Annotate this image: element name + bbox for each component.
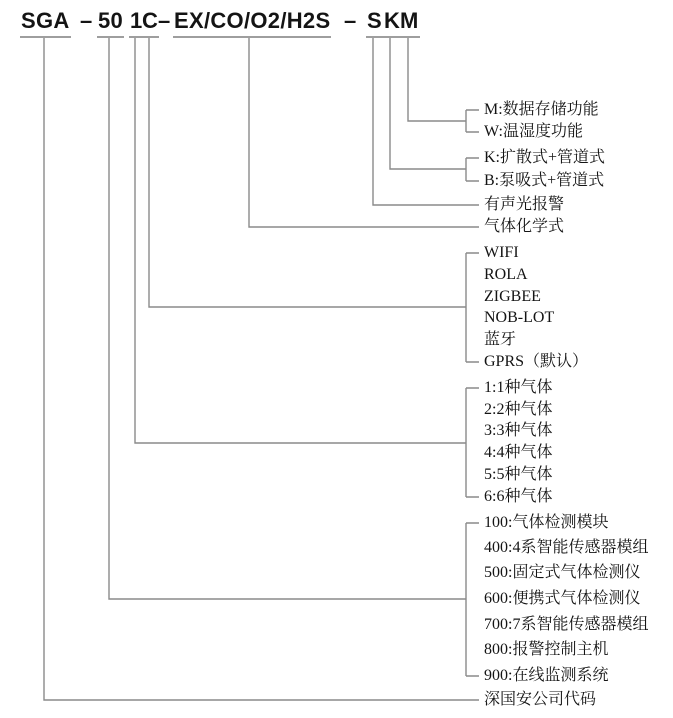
connector-gas-count [135,36,479,497]
legend-item: 蓝牙 [484,331,517,348]
legend-item: 1:1种气体 [484,379,553,396]
connector-storage [408,36,479,132]
legend-item: GPRS（默认） [484,353,589,370]
legend-item: W:温湿度功能 [484,123,583,140]
legend-item: WIFI [484,244,519,261]
legend-item: 5:5种气体 [484,466,553,483]
dash-separator: – [80,8,93,33]
connector-comm [149,36,479,362]
legend-item: ZIGBEE [484,288,541,305]
legend-item: 400:4系智能传感器模组 [484,539,649,556]
dash-separator: – [158,8,171,33]
legend-item: 3:3种气体 [484,422,553,439]
legend-item: NOB-LOT [484,309,555,326]
legend-item: 700:7系智能传感器模组 [484,616,649,633]
code-segment-alarm: S [366,8,383,38]
legend-item: K:扩散式+管道式 [484,149,606,166]
legend-item: B:泵吸式+管道式 [484,172,605,189]
code-segment-gas-count: 1 [129,8,144,38]
legend-alarm-label: 有声光报警 [484,196,565,213]
legend-item: M:数据存储功能 [484,101,599,118]
legend-item: 2:2种气体 [484,401,553,418]
connector-sampling [390,36,479,181]
legend-item: 900:在线监测系统 [484,667,609,684]
legend-item: 4:4种气体 [484,444,553,461]
legend-item: 500:固定式气体检测仪 [484,564,641,581]
dash-separator: – [344,8,357,33]
code-segment-storage: M [399,8,420,38]
legend-item: 100:气体检测模块 [484,514,609,531]
legend-item: 6:6种气体 [484,488,553,505]
connector-gas-formula [249,36,479,227]
code-segment-sampling: K [383,8,401,38]
legend-gas-formula-label: 气体化学式 [484,218,565,235]
connector-series [109,36,479,676]
legend-company-label: 深国安公司代码 [484,691,597,708]
legend-item: ROLA [484,266,528,283]
code-segment-series: 50 [97,8,124,38]
code-segment-company: SGA [20,8,71,38]
legend-item: 600:便携式气体检测仪 [484,590,641,607]
code-segment-gases: EX/CO/O2/H2S [173,8,331,38]
code-segment-comm: C [141,8,159,38]
legend-item: 800:报警控制主机 [484,641,609,658]
